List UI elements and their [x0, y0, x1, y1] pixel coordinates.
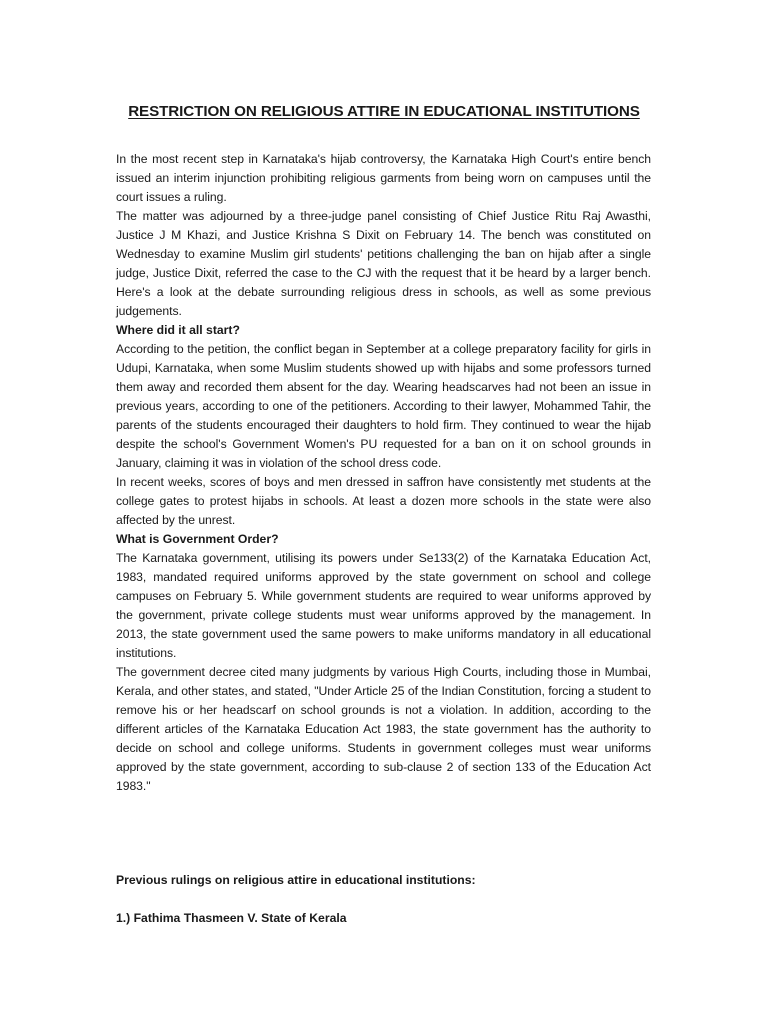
document-body	[116, 150, 651, 796]
section-heading-government-order: What is Government Order?	[116, 532, 279, 546]
section-heading-where-start: Where did it all start?	[116, 323, 240, 337]
government-order-paragraph: The Karnataka government, utilising its powers under Se133(2) of the Karnataka Education Act, 1983, mandated required uniforms approved by the state government on school and college campuses on February 5. While government students are required to wear uniforms approved by the government, private college students must wear uniforms approved by the management. In 2013, the state government used the same powers to make uniforms mandatory in all educational institutions.	[116, 551, 651, 660]
intro-paragraph: In the most recent step in Karnataka's hijab controversy, the Karnataka High Court's entire bench issued an interim injunction prohibiting religious garments from being worn on campuses until the court issues a ruling.	[116, 152, 651, 204]
previous-rulings-heading: Previous rulings on religious attire in educational institutions:	[116, 873, 476, 887]
protest-paragraph: In recent weeks, scores of boys and men dressed in saffron have consistently met students at the college gates to protest hijabs in schools. At least a dozen more schools in the state were also affected by the unrest.	[116, 475, 651, 527]
bench-paragraph: The matter was adjourned by a three-judge panel consisting of Chief Justice Ritu Raj Awasthi, Justice J M Khazi, and Justice Krishna S Dixit on February 14. The bench was constituted on Wednesday to examine Muslim girl students' petitions challenging the ban on hijab after a single judge, Justice Dixit, referred the case to the CJ with the request that it be heard by a larger bench. Here's a look at the debate surrounding religious dress in schools, as well as some previous judgements.	[116, 209, 651, 318]
case-1-heading: 1.) Fathima Thasmeen V. State of Kerala	[116, 911, 347, 925]
petition-paragraph: According to the petition, the conflict began in September at a college preparatory facility for girls in Udupi, Karnataka, when some Muslim students showed up with hijabs and some professors turned them away and recorded them absent for the day. Wearing headscarves had not been an issue in previous years, according to one of the petitioners. According to their lawyer, Mohammed Tahir, the parents of the students encouraged their daughters to hold firm. They continued to wear the hijab despite the school's Government Women's PU requested for a ban on it on school grounds in January, claiming it was in violation of the school dress code.	[116, 342, 651, 470]
decree-paragraph: The government decree cited many judgments by various High Courts, including those in Mumbai, Kerala, and other states, and stated, "Under Article 25 of the Indian Constitution, forcing a student to remove his or her headscarf on school grounds is not a violation. In addition, according to the different articles of the Karnataka Education Act 1983, the state government has the authority to decide on school and college uniforms. Students in government colleges must wear uniforms approved by the state government, according to sub-clause 2 of section 133 of the Education Act 1983."	[116, 665, 651, 793]
document-title: RESTRICTION ON RELIGIOUS ATTIRE IN EDUCATIONAL INSTITUTIONS	[128, 103, 640, 120]
